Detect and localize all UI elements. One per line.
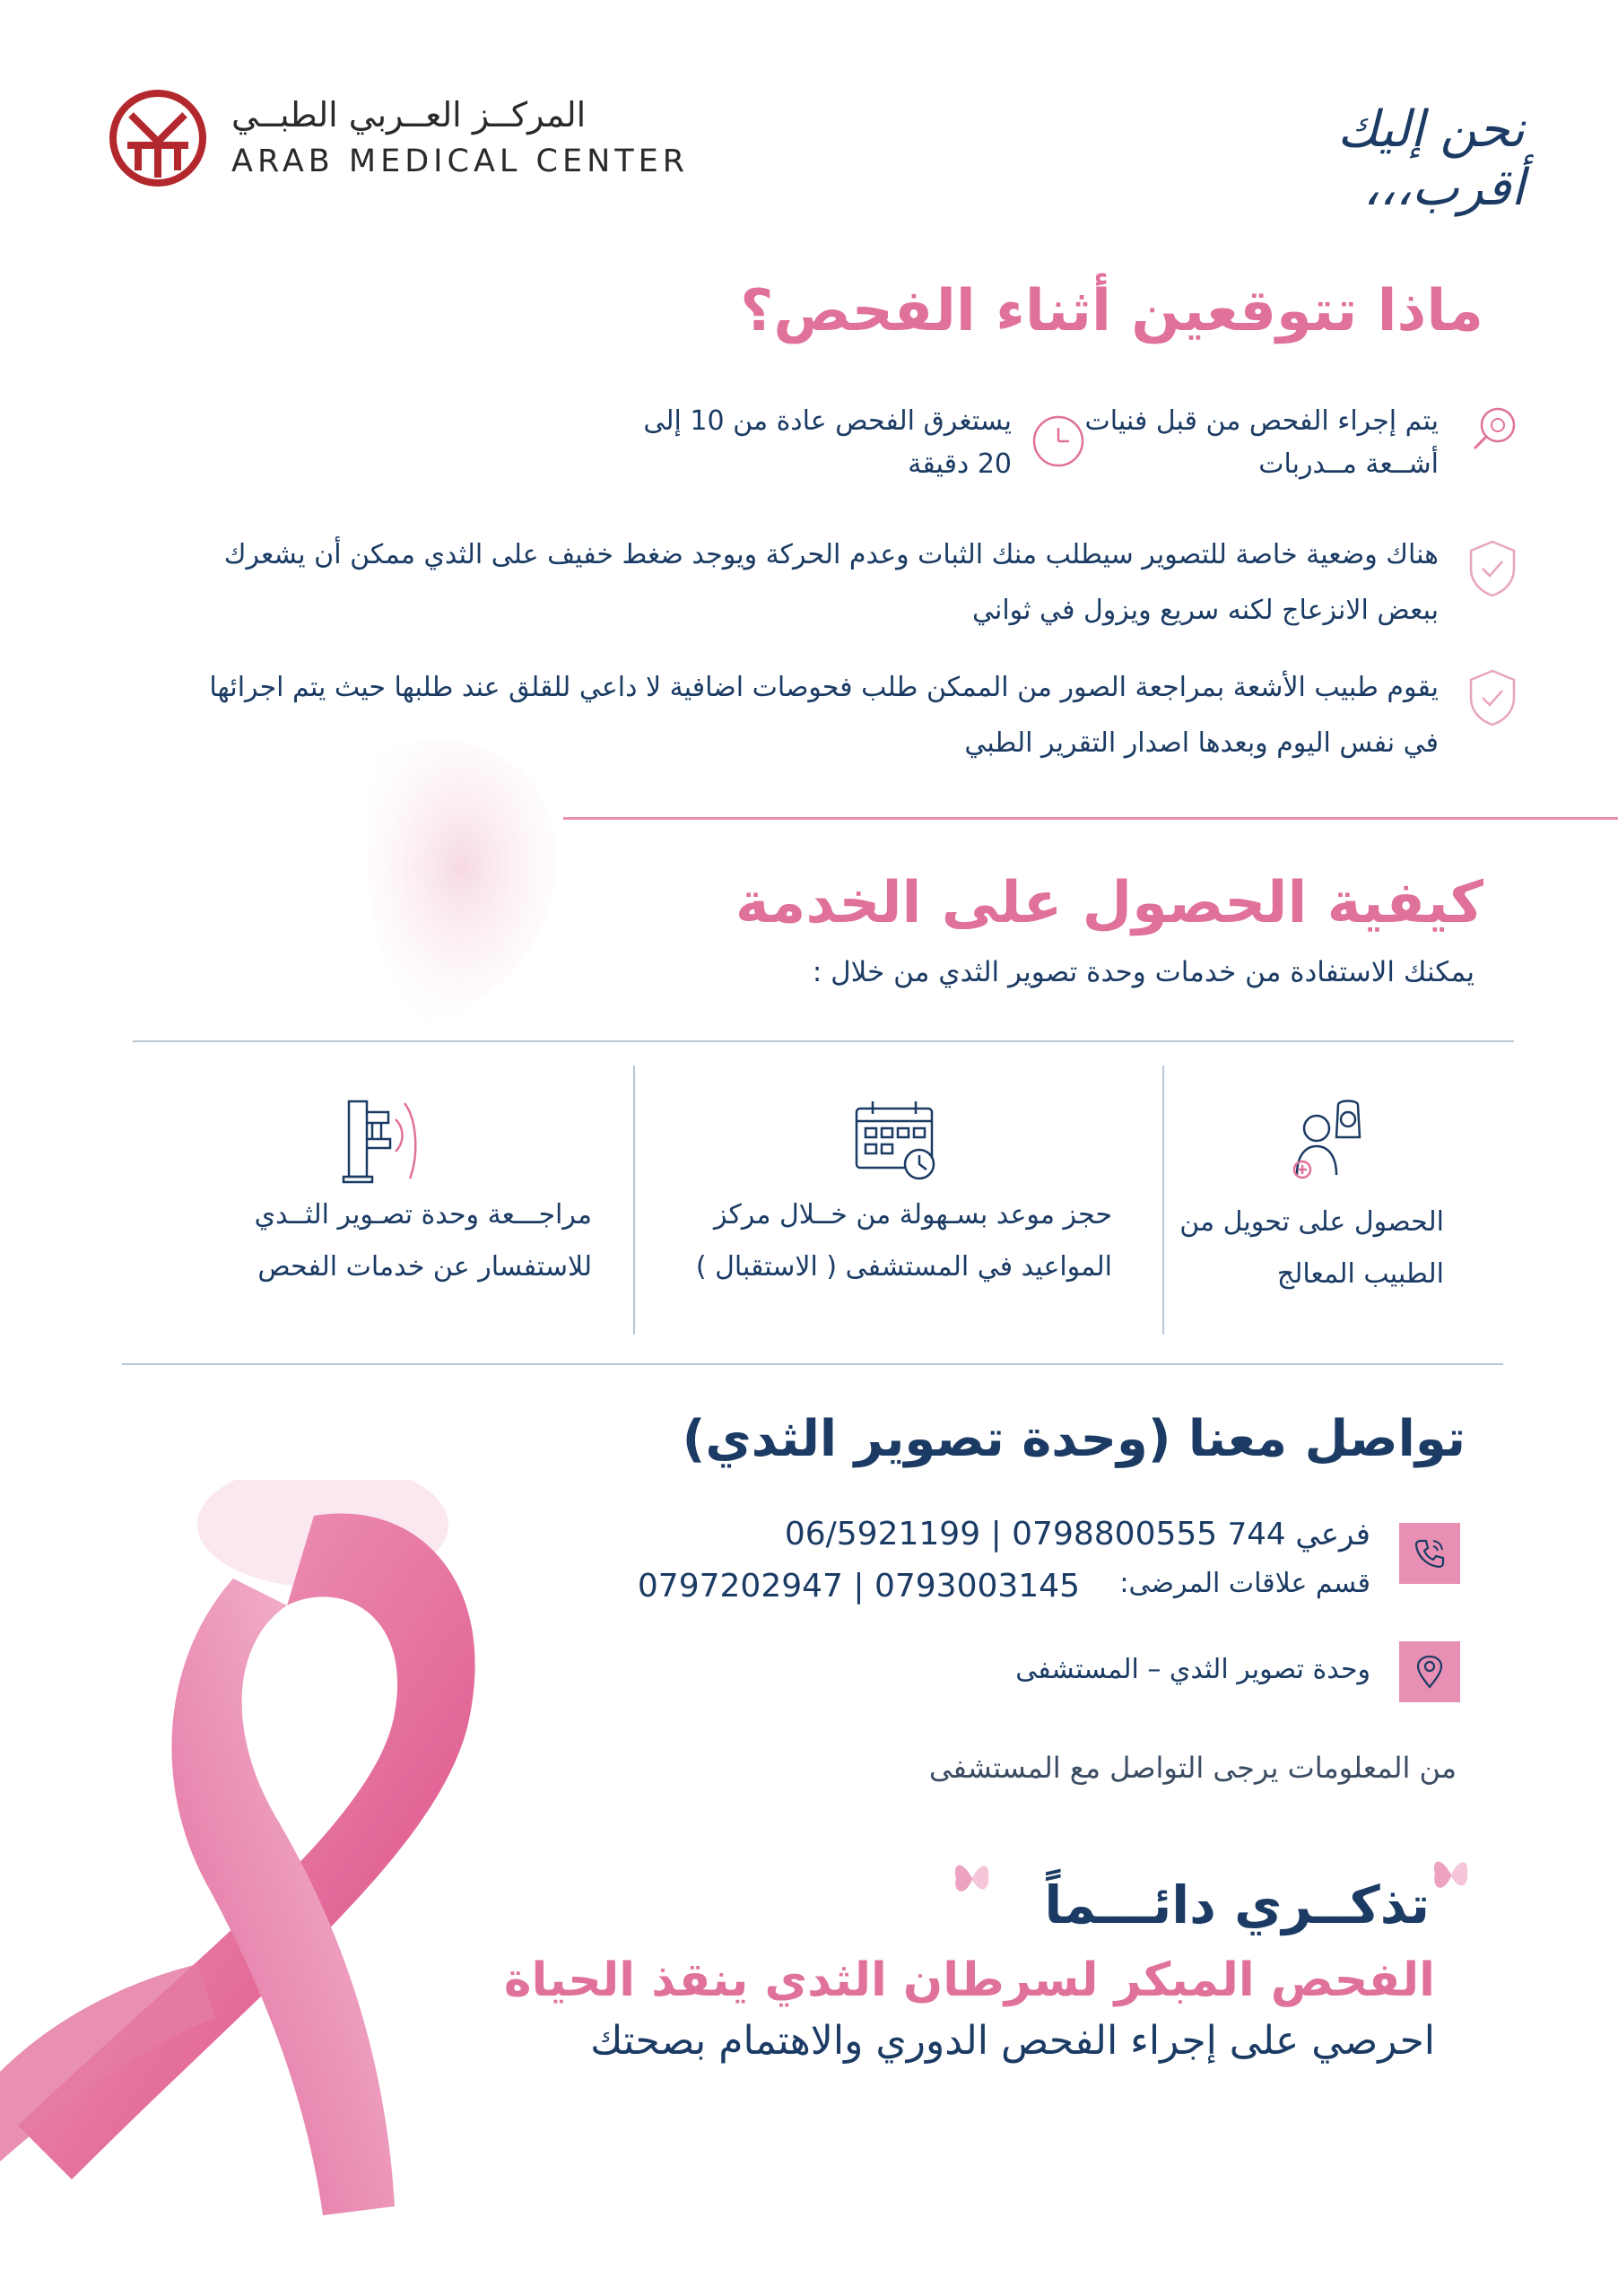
column-divider — [1162, 1065, 1164, 1335]
exam-info-staff: يتم إجراء الفحص من قبل فنيات أشــعة مــدربات — [1084, 405, 1439, 480]
contact-phone-numbers: 0798800555 | 06/5921199 — [784, 1516, 1218, 1552]
location-icon-box — [1399, 1641, 1460, 1702]
service-option-referral: الحصول على تحويل من الطبيب المعالج — [1179, 1206, 1444, 1290]
pink-ribbon-icon — [0, 1480, 538, 2287]
section-divider — [563, 817, 1618, 820]
phone-icon — [1412, 1535, 1448, 1571]
column-divider — [633, 1065, 635, 1335]
reminder-early-detection: الفحص المبكر لسرطان الثدي ينقذ الحياة — [503, 1953, 1435, 2007]
clock-icon — [1031, 414, 1085, 468]
butterfly-icon — [1430, 1848, 1473, 1901]
contact-phones — [653, 1516, 1370, 1552]
contact-extension: فرعي 744 — [1227, 1517, 1370, 1552]
logo-english-name: ARAB MEDICAL CENTER — [231, 144, 690, 179]
section-divider — [133, 1040, 1514, 1042]
header-slogan: نحن إليك أقرب،،، — [1337, 100, 1525, 217]
butterfly-icon — [951, 1851, 994, 1905]
reminder-regular-checkup: احرصي على إجراء الفحص الدوري والاهتمام بصحتك — [590, 2018, 1435, 2064]
logo-arabic-name: المركــز العــربي الطبــي — [231, 95, 587, 135]
contact-location: وحدة تصوير الثدي – المستشفى — [1015, 1654, 1370, 1685]
service-option-visit-unit: مراجـــعة وحدة تصـوير الثــدي للاستفسار عن خدمات الفحص — [254, 1199, 592, 1283]
patient-relations-label: قسم علاقات المرضى: — [1119, 1568, 1370, 1599]
reminder-title: تذكــري دائـــماً — [1044, 1874, 1430, 1935]
location-pin-icon — [1412, 1654, 1448, 1690]
amc-logo-icon — [108, 88, 208, 188]
service-section-title: كيفية الحصول على الخدمة — [735, 870, 1483, 936]
calendar-icon — [848, 1092, 946, 1191]
phone-icon-box — [1399, 1523, 1460, 1584]
exam-info-duration: يستغرق الفحص عادة من 10 إلى 20 دقيقة — [643, 405, 1012, 480]
patient-relations-numbers: 0797202947 | 0793003145 — [637, 1568, 1080, 1605]
contact-more-info: من المعلومات يرجى التواصل مع المستشفى — [928, 1751, 1457, 1785]
shield-check-icon — [1467, 538, 1518, 599]
search-icon — [1469, 404, 1519, 454]
section-divider — [122, 1363, 1503, 1365]
exam-bullet-review: يقوم طبيب الأشعة بمراجعة الصور من الممكن طلب فحوصات اضافية لا داعي للقلق عند طلبها حيث يتم اجرائها في نفس اليوم وبعدها اصدار التقرير الطبي — [209, 672, 1439, 759]
shield-check-icon — [1467, 667, 1518, 728]
service-subtitle: يمكنك الاستفادة من خدمات وحدة تصوير الثدي من خلال : — [812, 956, 1474, 988]
exam-section-title: ماذا تتوقعين أثناء الفحص؟ — [740, 278, 1483, 344]
doctor-icon — [1283, 1092, 1381, 1191]
contact-section-title: تواصل معنا (وحدة تصوير الثدي) — [682, 1410, 1466, 1468]
mammography-machine-icon — [336, 1092, 435, 1191]
service-option-appointment: حجز موعد بسـهولة من خــلال مركز المواعيد في المستشفى ( الاستقبال ) — [695, 1199, 1112, 1283]
exam-bullet-position: هناك وضعية خاصة للتصوير سيطلب منك الثبات وعدم الحركة ويوجد ضغط خفيف على الثدي ممكن أن يشعرك ببعض الانزعاج لكنه سريع ويزول في ثواني — [223, 539, 1439, 626]
